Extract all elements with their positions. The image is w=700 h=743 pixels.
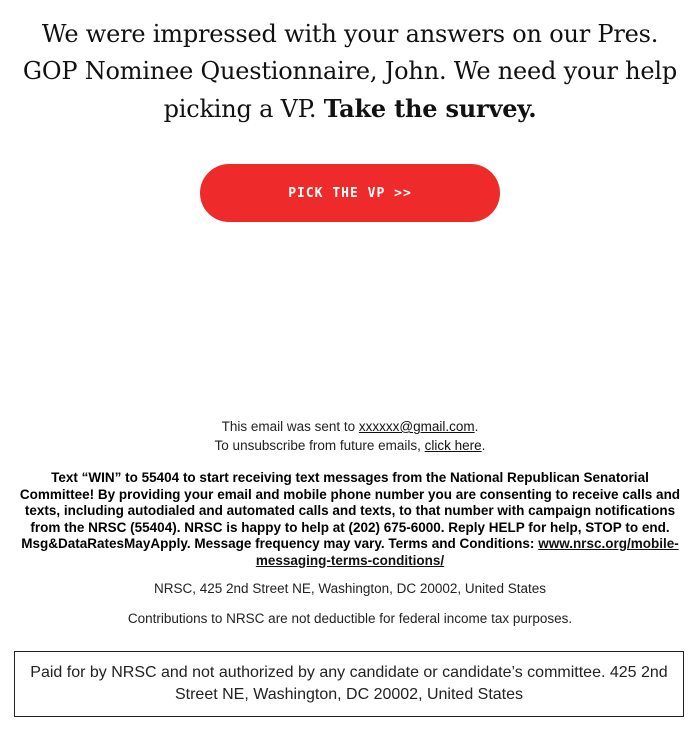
pick-the-vp-button[interactable] [200, 164, 500, 222]
sent-to-line [14, 417, 686, 436]
sent-prefix: This email was sent to [221, 419, 359, 434]
pick-the-vp-label: PICK THE VP >> [288, 185, 412, 201]
sent-notice [14, 417, 686, 455]
headline [20, 16, 680, 128]
headline-text: We were impressed with your answers on our Pres. GOP Nominee Questionnaire, John. We need your help picking a VP. [22, 20, 678, 123]
recipient-email-link[interactable]: xxxxxx@gmail.com [358, 419, 475, 434]
paid-for-text: Paid for by NRSC and not authorized by any candidate or candidate’s committee. 425 2nd Street NE, Washington, DC 20002, United States [30, 664, 668, 703]
sent-suffix: . [474, 419, 479, 434]
unsubscribe-prefix: To unsubscribe from future emails, [214, 438, 425, 453]
paid-for-disclaimer-box [14, 651, 684, 717]
sms-legal-text: Text “WIN” to 55404 to start receiving text messages from the National Republican Senatorial Committee! By providing your email and mobile phone number you are consenting to receive calls and texts, including autodialed and automated calls and texts, to that number with campaign notifications from the NRSC (55404). NRSC is happy to help at (202) 675-6000. Reply HELP for help, STOP to end. Msg&DataRatesMayApply. Message frequency may vary. Terms and Conditions: [19, 470, 681, 551]
terms-conditions-link[interactable]: www.nrsc.org/mobile-messaging-terms-conditions/ [255, 536, 679, 568]
mailing-address: NRSC, 425 2nd Street NE, Washington, DC 20002, United States [154, 581, 546, 596]
contributions-disclaimer: Contributions to NRSC are not deductible for federal income tax purposes. [127, 611, 573, 626]
unsubscribe-link[interactable]: click here [424, 438, 482, 453]
take-survey-link[interactable]: Take the survey. [323, 94, 537, 123]
sms-legal-notice [14, 470, 686, 569]
unsubscribe-suffix: . [481, 438, 486, 453]
unsubscribe-line [14, 436, 686, 455]
